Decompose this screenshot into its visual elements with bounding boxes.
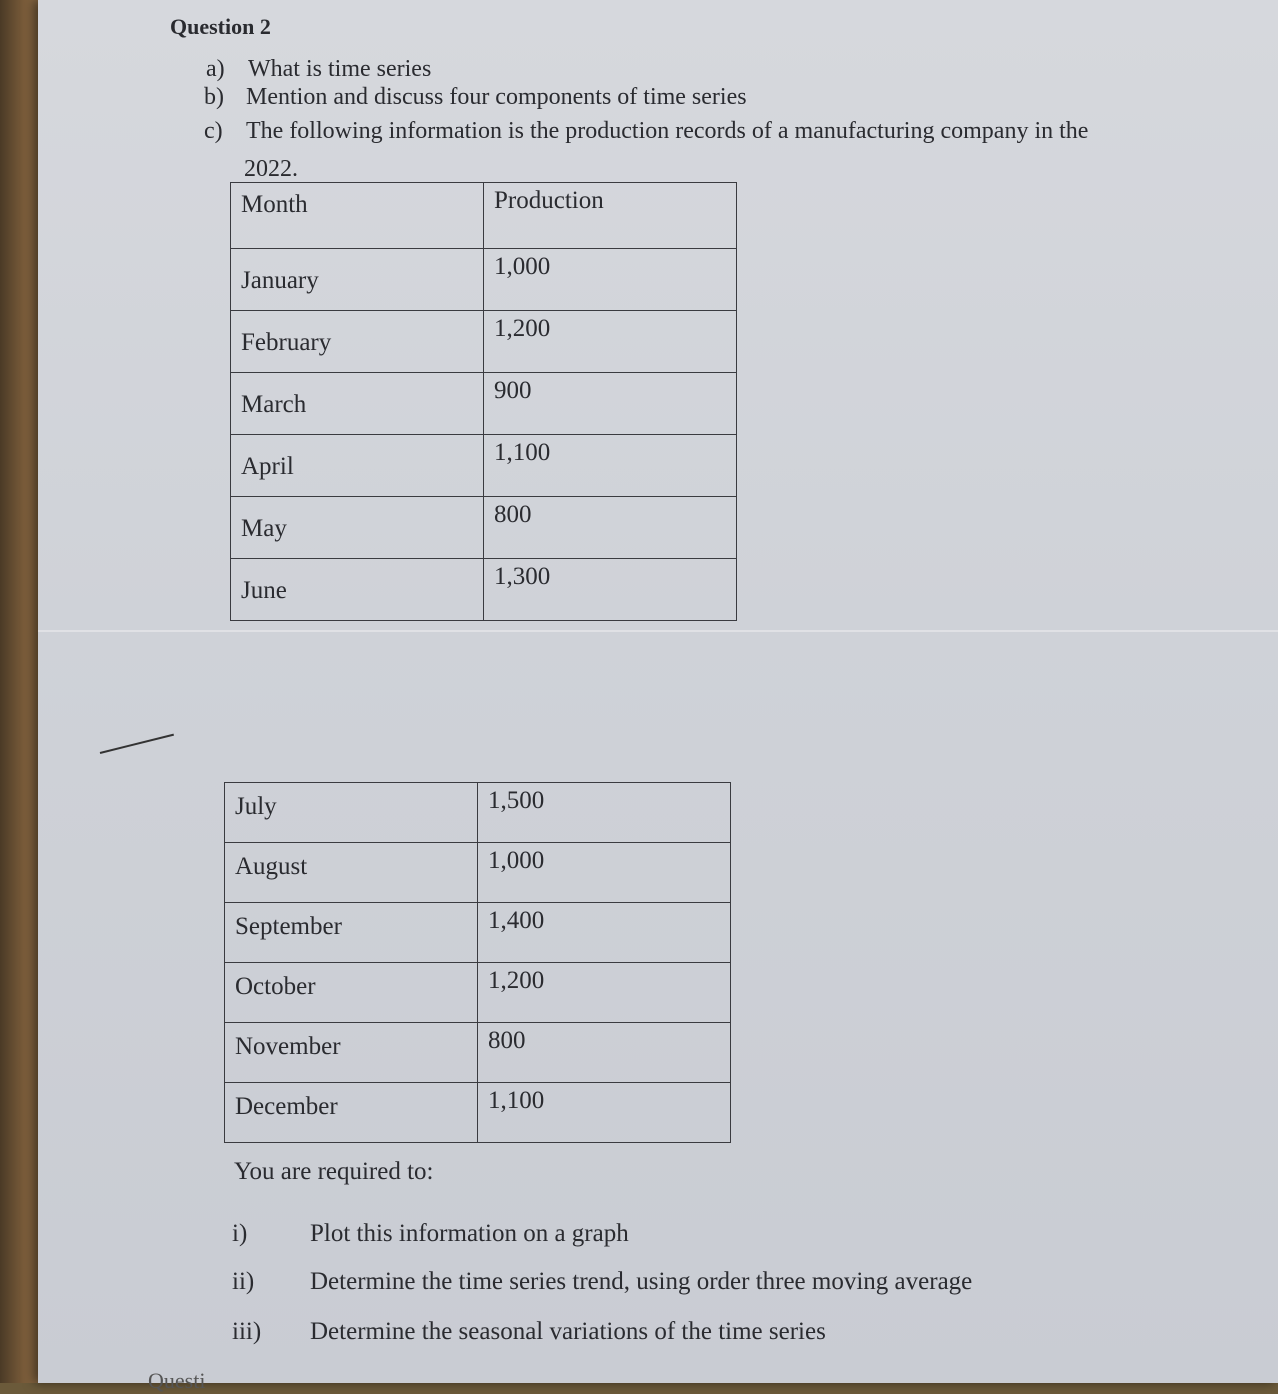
- header-month: Month: [231, 183, 484, 249]
- month-cell: March: [231, 373, 484, 435]
- table-row: [225, 843, 731, 903]
- production-cell: 1,000: [478, 843, 731, 903]
- question-b: [204, 84, 747, 111]
- question-a-text: What is time series: [248, 56, 432, 82]
- month-cell: June: [231, 559, 484, 621]
- production-cell: 1,400: [478, 903, 731, 963]
- month-cell: December: [225, 1083, 478, 1143]
- production-cell: 800: [484, 497, 737, 559]
- month-cell: January: [231, 249, 484, 311]
- month-cell: August: [225, 843, 478, 903]
- production-table-part1: [230, 182, 737, 621]
- table-row: [231, 311, 737, 373]
- required-intro: You are required to:: [234, 1158, 434, 1185]
- production-cell: 800: [478, 1023, 731, 1083]
- question-c-text: The following information is the production records of a manufacturing company in the: [246, 118, 1089, 144]
- month-cell: October: [225, 963, 478, 1023]
- month-cell: February: [231, 311, 484, 373]
- task-i: [232, 1220, 629, 1248]
- question-title: Question 2: [170, 14, 271, 39]
- table-header-row: [231, 183, 737, 249]
- task-i-text: Plot this information on a graph: [310, 1220, 629, 1247]
- header-production: Production: [484, 183, 737, 249]
- month-cell: July: [225, 783, 478, 843]
- question-a: [206, 56, 431, 83]
- production-cell: 1,000: [484, 249, 737, 311]
- table-row: [225, 1023, 731, 1083]
- next-question-fragment: Questi: [148, 1368, 206, 1393]
- month-cell: November: [225, 1023, 478, 1083]
- task-ii: [232, 1268, 972, 1296]
- production-cell: 1,100: [484, 435, 737, 497]
- table-row: [231, 559, 737, 621]
- table-row: [231, 435, 737, 497]
- task-iii-text: Determine the seasonal variations of the time series: [310, 1318, 826, 1345]
- table-row: [225, 1083, 731, 1143]
- question-b-label: b): [204, 84, 224, 110]
- question-b-text: Mention and discuss four components of time series: [246, 84, 747, 110]
- task-i-number: i): [232, 1220, 248, 1247]
- table-row: [231, 249, 737, 311]
- table-row: [225, 903, 731, 963]
- table-row: [231, 497, 737, 559]
- production-cell: 1,300: [484, 559, 737, 621]
- table-row: [225, 783, 731, 843]
- task-iii-number: iii): [232, 1318, 262, 1345]
- task-ii-number: ii): [232, 1268, 255, 1295]
- task-iii: [232, 1318, 826, 1346]
- table-row: [231, 373, 737, 435]
- month-cell: April: [231, 435, 484, 497]
- production-cell: 1,500: [478, 783, 731, 843]
- table-row: [225, 963, 731, 1023]
- question-c-label: c): [204, 118, 223, 144]
- year-line: 2022.: [244, 156, 298, 182]
- month-cell: May: [231, 497, 484, 559]
- month-cell: September: [225, 903, 478, 963]
- production-cell: 1,200: [478, 963, 731, 1023]
- task-ii-text: Determine the time series trend, using order three moving average: [310, 1268, 973, 1295]
- production-table-part2: [224, 782, 731, 1143]
- paper-fold: [38, 630, 1278, 632]
- question-c: [204, 118, 1088, 145]
- production-cell: 900: [484, 373, 737, 435]
- question-a-label: a): [206, 56, 225, 82]
- production-cell: 1,200: [484, 311, 737, 373]
- production-cell: 1,100: [478, 1083, 731, 1143]
